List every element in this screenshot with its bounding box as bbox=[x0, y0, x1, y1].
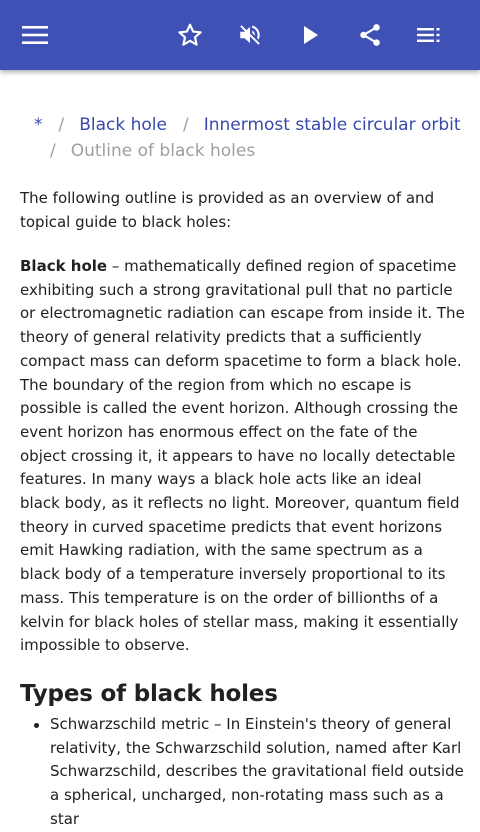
bullet-icon bbox=[34, 723, 39, 728]
share-icon[interactable] bbox=[346, 11, 394, 59]
app-toolbar bbox=[0, 0, 480, 70]
star-outline-icon[interactable] bbox=[166, 11, 214, 59]
breadcrumb-home[interactable]: * bbox=[34, 115, 43, 135]
breadcrumb-separator: / bbox=[50, 141, 56, 161]
breadcrumb-separator: / bbox=[183, 115, 189, 135]
section-title: Types of black holes bbox=[20, 681, 278, 707]
breadcrumb-black-hole[interactable]: Black hole bbox=[79, 115, 167, 135]
play-icon[interactable] bbox=[287, 11, 335, 59]
definition-text: – mathematically defined region of spacetime exhibiting such a strong gravitational pull that no particle or electromagnetic radiation can escape from inside it. The theory of general relativity predicts that a sufficiently compact mass can deform spacetime to form a black hole. The boundary of the region from which no escape is possible is called the event horizon. Although crossing the event horizon has enormous effect on the fate of the object crossing it, it appears to have no locally detectable features. In many ways a black hole acts like an ideal black body, as it reflects no light. Moreover, quantum field theory in curved spacetime predicts that event horizons emit Hawking radiation, with the same spectrum as a black body of a temperature inversely proportional to its mass. This temperature is on the order of billionths of a kelvin for black holes of stellar mass, making it essentially impossible to observe. bbox=[20, 257, 465, 655]
volume-off-icon[interactable] bbox=[226, 11, 274, 59]
breadcrumb-separator: / bbox=[58, 115, 65, 135]
types-list bbox=[30, 713, 465, 832]
intro-paragraph: The following outline is provided as an overview of and topical guide to black holes: bbox=[20, 189, 435, 231]
list-item bbox=[30, 713, 465, 832]
term-black-hole: Black hole bbox=[20, 257, 108, 275]
list-item-text: Schwarzschild metric – In Einstein's theory of general relativity, the Schwarzschild solution, named after Karl Schwarzschild, describes the gravitational field outside a spherical, uncharged, non-rotating mass such as a star bbox=[50, 715, 464, 828]
breadcrumb-current: Outline of black holes bbox=[70, 141, 256, 161]
playlist-icon[interactable] bbox=[406, 11, 454, 59]
article-content bbox=[0, 70, 480, 828]
definition-paragraph bbox=[20, 255, 465, 658]
menu-icon[interactable] bbox=[11, 11, 59, 59]
breadcrumb-isco[interactable]: Innermost stable circular orbit bbox=[203, 115, 461, 135]
